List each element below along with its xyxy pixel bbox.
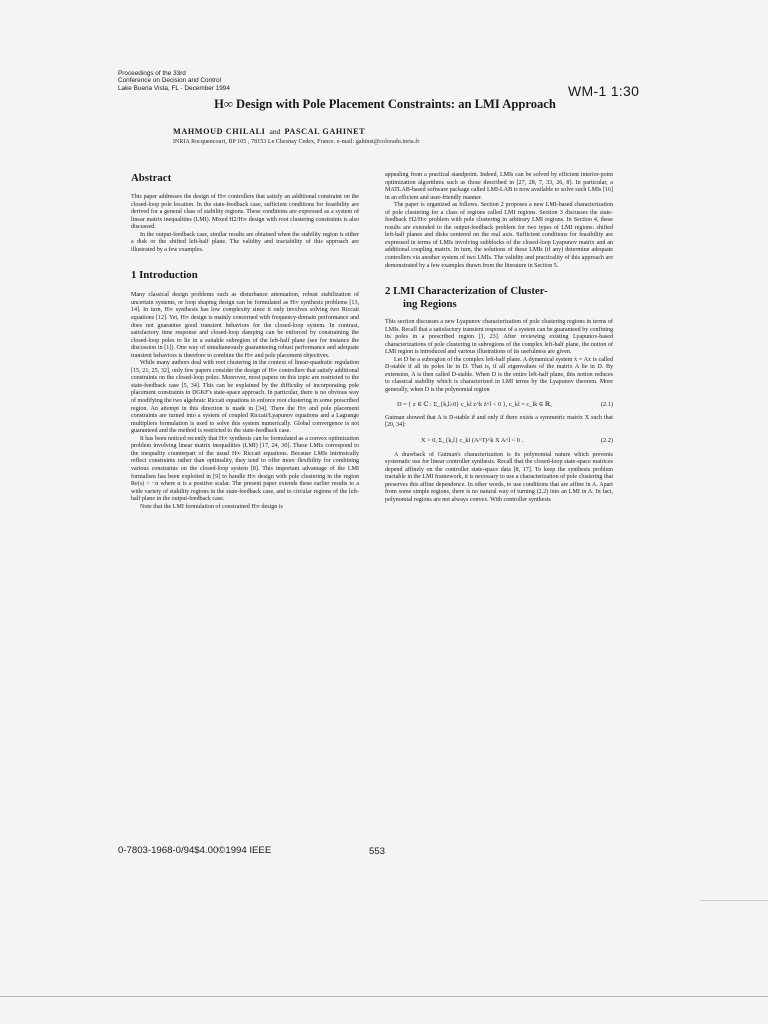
equation-number: (2.1) (600, 400, 613, 408)
session-code: WM-1 1:30 (568, 83, 640, 99)
scan-edge-line (700, 900, 768, 901)
body-paragraph: Gutman showed that A is D-stable if and only if there exists a symmetric matrix X such that [20, 34]: (385, 414, 613, 429)
authors-and: and (269, 127, 281, 136)
introduction-heading: 1 Introduction (131, 269, 198, 282)
intro-paragraph: While many authors deal with root clustering in the context of linear-quadratic regulation [15, 21, 25, 32], only few papers consider the design of H∞ controllers that satisfy additional constraints on the closed-loop poles. Moreover, most papers on this topic are restricted to the state-feedback case [5, 34]. This can be explained by the difficulty of incorporating pole placement constraints in DGKF's state-space approach. In particular, there is no obvious way of modifying the two algebraic Riccati equations to enforce root clustering in some prescribed region. An attempt in this direction is made in [34]. There the H∞ and pole placement constraints are turned into a system of coupled Riccati/Lyapunov equations and a Lagrange multipliers formulation is used to solve this system numerically. Global convergence is not guaranteed and the method is restricted to the state-feedback case. (131, 360, 359, 435)
equation-2-2 (385, 432, 613, 450)
intro-paragraph: Note that the LMI formulation of constrained H∞ design is (140, 503, 283, 510)
proceedings-info (118, 70, 230, 92)
body-paragraph: A drawback of Gutman's characterization is its polynomial nature which prevents systematic use for linear controller synthesis. Recall that the closed-loop state-space matrices depend affinely on the controller state-space data [8, 17]. To keep the synthesis problem tractable in the LMI framework, it is necessary to use a characterization of pole clustering that preserves this affine dependence. In other words, to use conditions that are affine in A. Apart from some simple regions, there is no natural way of turning (2.2) into an LMI in A. In fact, polynomial regions are not always convex. With controller synthesis (385, 451, 614, 503)
section-2-heading-line: 2 LMI Characterization of Cluster- (385, 285, 548, 298)
intro-paragraph: It has been noticed recently that H∞ synthesis can be formulated as a convex optimization problem involving linear matrix inequalities (LMI) [17, 24, 30]. These LMIs correspond to the inequality counterpart of the usual H∞ Riccati equations. Because LMIs intrinsically reflect constraints rather than optimality, they tend to offer more flexibility for combining various constraints on the closed-loop system [8]. This important advantage of the LMI formalism has been exploited in [9] to handle H∞ design with pole clustering in the region Re(s) < −α where α is a positive scalar. The present paper extends these earlier results to a wide variety of stability regions in the state-feedback case, and to circular regions of the left-half plane in the output-feedback case. (131, 435, 359, 503)
author-2: PASCAL GAHINET (284, 127, 366, 136)
body-paragraph: appealing from a practical standpoint. Indeed, LMIs can be solved by efficient interior-point optimization algorithms such as those described in [27, 28, 7, 33, 26, 8]. In particular, a MATLAB-based software package called LMI-LAB is now available to solve such LMIs [16] in an efficient and user-friendly manner. (385, 172, 613, 201)
body-paragraph: Let D be a subregion of the complex left-half plane. A dynamical system ẋ = Ax is called D-stable if all its poles lie in D. That is, if all eigenvalues of the matrix A lie in D. By extension, A is then called D-stable. When D is the entire left-half plane, this notion reduces to classical stability which is characterized in LMI terms by the Lyapunov theorem. More generally, when D is the polynomial region (385, 356, 613, 394)
equation-body: D = { z ∈ ℂ : Σ_{k,l≥0} c_kl z^k z̄^l < 0 }, c_kl = c_lk ∈ ℝ, (397, 400, 552, 408)
body-paragraph: This section discusses a new Lyapunov characterization of pole clustering regions in terms of LMIs. Recall that a satisfactory transient response of a system can be guaranteed by confining its poles in a prescribed region [1, 23]. After reviewing existing Lyapunov-based characterizations of pole clustering in subregions of the complex left-half plane, the notion of LMI region is introduced and various illustrations of its usefulness are given. (385, 319, 613, 356)
section-2-heading (385, 285, 613, 311)
proceedings-line: Conference on Decision and Control (118, 77, 222, 85)
intro-paragraph: Many classical design problems such as disturbance attenuation, robust stabilization of uncertain systems, or loop shaping design can be formulated as H∞ synthesis problems [13, 14]. In turn, H∞ synthesis has low complexity since it only involves solving two Riccati equations [12]. Yet, H∞ design is mainly concerned with frequency-domain performance and does not guarantee good transient behaviors for the closed-loop system. In contrast, satisfactory time response and closed-loop damping can be enforced by constraining the closed-loop poles to lie in a suitable subregion of the left-half plane (see for instance the discussion in [1]). One way of simultaneously guaranteeing robust performance and adequate transient behaviors is therefore to combine the H∞ and pole placement objectives. (131, 292, 359, 359)
proceedings-line: Proceedings of the 33rd (118, 70, 186, 77)
left-column (131, 172, 359, 511)
authors (173, 127, 365, 136)
abstract-paragraph: This paper addresses the design of H∞ controllers that satisfy an additional constraint on the closed-loop pole location. In the state-feedback case, sufficient conditions for feasibility are derived for a general class of stability regions. These conditions are expressed as a system of linear matrix inequalities (LMI). Mixed H2/H∞ design with root clustering constraints is also discussed. (131, 194, 359, 231)
section-2-heading-line: ing Regions (403, 298, 457, 311)
affiliation: INRIA Rocquencourt, BP 105 , 78153 Le Chesnay Cedex, France. e-mail: gahinet@colorado.inria.fr (173, 139, 420, 145)
body-paragraph: The paper is organized as follows. Section 2 proposes a new LMI-based characterization of pole clustering for a class of regions called LMI regions. Section 3 discusses the state-feedback H2/H∞ problem with pole clustering in arbitrary LMI regions. In Section 4, these results are extended to the output-feedback problem for two types of LMI regions: shifted left-half planes and disks centered on the real axis. Sufficient conditions for feasibility are expressed in terms of LMIs involving subblocks of the closed-loop Lyapunov matrix and an additional coupling matrix. In turn, the solutions of these LMIs (if any) determine adequate controllers via another system of two LMIs. The validity and practicality of this approach are demonstrated by a few examples drawn from the literature in Section 5. (385, 202, 613, 269)
isbn-copyright: 0-7803-1968-0/94$4.00©1994 IEEE (118, 845, 272, 856)
equation-number: (2.2) (600, 436, 613, 444)
paper-title: H∞ Design with Pole Placement Constraints: an LMI Approach (214, 97, 556, 111)
page-number: 553 (369, 846, 386, 857)
proceedings-line: Lake Buena Vista, FL - December 1994 (118, 84, 230, 92)
abstract-paragraph: In the output-feedback case, similar results are obtained when the stability region is either a disk or the shifted left-half plane. The validity and tractability of this approach are illustrated by a few examples. (131, 231, 359, 253)
abstract-heading: Abstract (131, 172, 172, 184)
author-1: MAHMOUD CHILALI (173, 127, 266, 136)
equation-body: X > 0, Σ_{k,l} c_kl (A^T)^k X A^l < 0 . (421, 436, 524, 444)
scan-edge-line (0, 996, 768, 997)
equation-2-1 (385, 397, 613, 413)
right-column (385, 172, 613, 505)
